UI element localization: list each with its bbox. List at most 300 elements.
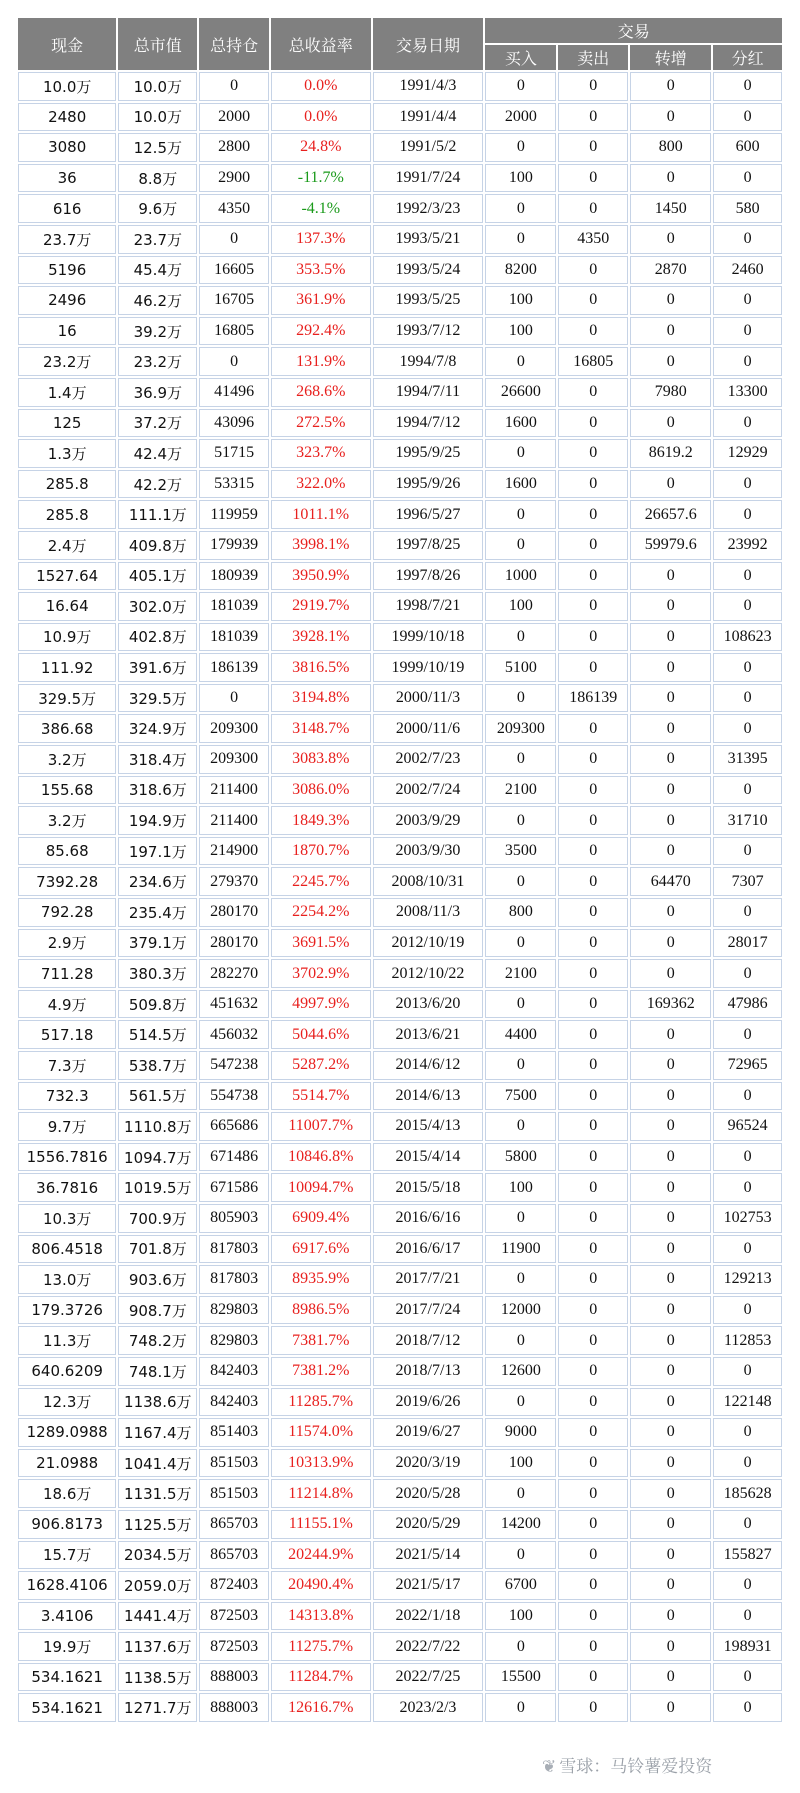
table-header (18, 18, 782, 70)
cell-holdings: 842403 (199, 1357, 269, 1386)
table-row (18, 378, 782, 407)
cell-return-rate: 11275.7% (271, 1632, 371, 1661)
header-dividend: 分红 (713, 45, 782, 70)
table-row (18, 592, 782, 621)
cell-cash: 5196 (18, 256, 116, 285)
cell-dividend: 13300 (713, 378, 782, 407)
cell-buy: 0 (485, 225, 556, 254)
cell-market-value: 748.1万 (118, 1357, 197, 1386)
table-row (18, 562, 782, 591)
cell-cash: 285.8 (18, 500, 116, 529)
cell-cash: 806.4518 (18, 1235, 116, 1264)
cell-sell: 16805 (558, 347, 628, 376)
header-holdings: 总持仓 (199, 18, 269, 70)
cell-dividend: 600 (713, 133, 782, 162)
cell-trade-date: 1992/3/23 (373, 194, 484, 223)
cell-holdings: 547238 (199, 1051, 269, 1080)
cell-buy: 12000 (485, 1296, 556, 1325)
cell-sell: 0 (558, 1051, 628, 1080)
cell-cash: 732.3 (18, 1082, 116, 1111)
cell-buy: 11900 (485, 1235, 556, 1264)
cell-trade-date: 2020/3/19 (373, 1449, 484, 1478)
cell-bonus-shares: 800 (630, 133, 711, 162)
cell-cash: 1556.7816 (18, 1143, 116, 1172)
cell-sell: 0 (558, 1541, 628, 1570)
cell-trade-date: 2017/7/21 (373, 1265, 484, 1294)
cell-trade-date: 1994/7/12 (373, 409, 484, 438)
cell-market-value: 318.4万 (118, 745, 197, 774)
cell-buy: 0 (485, 684, 556, 713)
cell-trade-date: 2021/5/17 (373, 1571, 484, 1600)
cell-return-rate: 6909.4% (271, 1204, 371, 1233)
cell-sell: 0 (558, 623, 628, 652)
cell-cash: 792.28 (18, 898, 116, 927)
cell-dividend: 0 (713, 1143, 782, 1172)
cell-bonus-shares: 0 (630, 562, 711, 591)
cell-market-value: 903.6万 (118, 1265, 197, 1294)
cell-dividend: 0 (713, 164, 782, 193)
cell-cash: 15.7万 (18, 1541, 116, 1570)
cell-buy: 0 (485, 1388, 556, 1417)
cell-dividend: 198931 (713, 1632, 782, 1661)
cell-return-rate: 11284.7% (271, 1663, 371, 1692)
cell-bonus-shares: 0 (630, 1388, 711, 1417)
cell-buy: 5100 (485, 653, 556, 682)
cell-return-rate: 353.5% (271, 256, 371, 285)
cell-holdings: 851503 (199, 1479, 269, 1508)
table-row (18, 1173, 782, 1202)
table-row (18, 409, 782, 438)
cell-sell: 0 (558, 1602, 628, 1631)
cell-bonus-shares: 0 (630, 837, 711, 866)
cell-return-rate: 20490.4% (271, 1571, 371, 1600)
cell-sell: 0 (558, 439, 628, 468)
cell-return-rate: 268.6% (271, 378, 371, 407)
cell-holdings: 51715 (199, 439, 269, 468)
cell-dividend: 28017 (713, 929, 782, 958)
cell-holdings: 451632 (199, 990, 269, 1019)
cell-buy: 26600 (485, 378, 556, 407)
cell-holdings: 671586 (199, 1173, 269, 1202)
cell-dividend: 31710 (713, 806, 782, 835)
header-buy: 买入 (485, 45, 556, 70)
cell-trade-date: 1994/7/11 (373, 378, 484, 407)
cell-buy: 0 (485, 806, 556, 835)
cell-market-value: 194.9万 (118, 806, 197, 835)
table-row (18, 1235, 782, 1264)
cell-holdings: 888003 (199, 1663, 269, 1692)
table-row (18, 776, 782, 805)
cell-market-value: 538.7万 (118, 1051, 197, 1080)
cell-dividend: 0 (713, 959, 782, 988)
table-row (18, 1388, 782, 1417)
cell-trade-date: 2018/7/13 (373, 1357, 484, 1386)
table-row (18, 347, 782, 376)
cell-buy: 6700 (485, 1571, 556, 1600)
cell-holdings: 16705 (199, 286, 269, 315)
table-row (18, 1632, 782, 1661)
cell-return-rate: 3086.0% (271, 776, 371, 805)
cell-buy: 0 (485, 347, 556, 376)
cell-trade-date: 1993/7/12 (373, 317, 484, 346)
cell-cash: 10.0万 (18, 72, 116, 101)
header-trade-date: 交易日期 (373, 18, 484, 70)
cell-dividend: 580 (713, 194, 782, 223)
cell-holdings: 180939 (199, 562, 269, 591)
cell-buy: 0 (485, 990, 556, 1019)
cell-bonus-shares: 0 (630, 1693, 711, 1722)
cell-holdings: 851403 (199, 1418, 269, 1447)
cell-return-rate: 361.9% (271, 286, 371, 315)
cell-bonus-shares: 0 (630, 1235, 711, 1264)
cell-bonus-shares: 1450 (630, 194, 711, 223)
cell-holdings: 282270 (199, 959, 269, 988)
table-row (18, 1571, 782, 1600)
cell-market-value: 42.2万 (118, 470, 197, 499)
cell-trade-date: 2020/5/29 (373, 1510, 484, 1539)
cell-trade-date: 2003/9/29 (373, 806, 484, 835)
cell-holdings: 851503 (199, 1449, 269, 1478)
cell-cash: 155.68 (18, 776, 116, 805)
cell-return-rate: 8986.5% (271, 1296, 371, 1325)
cell-buy: 2100 (485, 776, 556, 805)
header-cash: 现金 (18, 18, 116, 70)
cell-buy: 100 (485, 592, 556, 621)
cell-holdings: 865703 (199, 1541, 269, 1570)
cell-market-value: 46.2万 (118, 286, 197, 315)
cell-sell: 0 (558, 1020, 628, 1049)
cell-dividend: 122148 (713, 1388, 782, 1417)
cell-sell: 0 (558, 1326, 628, 1355)
cell-market-value: 235.4万 (118, 898, 197, 927)
trade-history-table-container (16, 16, 784, 1724)
cell-buy: 4400 (485, 1020, 556, 1049)
cell-market-value: 23.7万 (118, 225, 197, 254)
watermark-text: 雪球：马铃薯爱投资 (559, 1757, 713, 1777)
cell-dividend: 0 (713, 72, 782, 101)
cell-sell: 0 (558, 1693, 628, 1722)
cell-bonus-shares: 0 (630, 72, 711, 101)
cell-bonus-shares: 0 (630, 1082, 711, 1111)
cell-dividend: 23992 (713, 531, 782, 560)
cell-cash: 534.1621 (18, 1693, 116, 1722)
cell-market-value: 329.5万 (118, 684, 197, 713)
cell-trade-date: 1991/7/24 (373, 164, 484, 193)
table-row (18, 959, 782, 988)
cell-market-value: 409.8万 (118, 531, 197, 560)
cell-trade-date: 2014/6/12 (373, 1051, 484, 1080)
cell-trade-date: 2008/10/31 (373, 867, 484, 896)
cell-sell: 0 (558, 470, 628, 499)
cell-market-value: 1125.5万 (118, 1510, 197, 1539)
cell-dividend: 0 (713, 898, 782, 927)
cell-sell: 0 (558, 409, 628, 438)
table-row (18, 225, 782, 254)
cell-bonus-shares: 26657.6 (630, 500, 711, 529)
cell-dividend: 0 (713, 1663, 782, 1692)
table-row (18, 500, 782, 529)
cell-return-rate: 3083.8% (271, 745, 371, 774)
cell-cash: 2480 (18, 103, 116, 132)
cell-dividend: 0 (713, 1510, 782, 1539)
cell-market-value: 1131.5万 (118, 1479, 197, 1508)
cell-trade-date: 2023/2/3 (373, 1693, 484, 1722)
cell-buy: 12600 (485, 1357, 556, 1386)
cell-return-rate: 3148.7% (271, 714, 371, 743)
table-row (18, 1663, 782, 1692)
cell-holdings: 865703 (199, 1510, 269, 1539)
cell-market-value: 1019.5万 (118, 1173, 197, 1202)
cell-trade-date: 2016/6/16 (373, 1204, 484, 1233)
cell-buy: 209300 (485, 714, 556, 743)
table-row (18, 439, 782, 468)
cell-cash: 2.4万 (18, 531, 116, 560)
cell-dividend: 0 (713, 714, 782, 743)
cell-dividend: 112853 (713, 1326, 782, 1355)
cell-market-value: 700.9万 (118, 1204, 197, 1233)
cell-sell: 0 (558, 1235, 628, 1264)
cell-bonus-shares: 0 (630, 286, 711, 315)
cell-bonus-shares: 0 (630, 1449, 711, 1478)
cell-buy: 0 (485, 1265, 556, 1294)
cell-holdings: 872403 (199, 1571, 269, 1600)
cell-return-rate: 7381.2% (271, 1357, 371, 1386)
cell-bonus-shares: 0 (630, 623, 711, 652)
trade-history-table (16, 16, 784, 1724)
cell-sell: 0 (558, 1632, 628, 1661)
cell-buy: 3500 (485, 837, 556, 866)
cell-trade-date: 1995/9/26 (373, 470, 484, 499)
cell-dividend: 0 (713, 317, 782, 346)
cell-holdings: 16605 (199, 256, 269, 285)
cell-market-value: 2034.5万 (118, 1541, 197, 1570)
cell-holdings: 211400 (199, 776, 269, 805)
cell-dividend: 108623 (713, 623, 782, 652)
cell-buy: 7500 (485, 1082, 556, 1111)
cell-dividend: 47986 (713, 990, 782, 1019)
cell-market-value: 1094.7万 (118, 1143, 197, 1172)
cell-trade-date: 2012/10/22 (373, 959, 484, 988)
table-row (18, 714, 782, 743)
cell-return-rate: 2254.2% (271, 898, 371, 927)
cell-cash: 9.7万 (18, 1112, 116, 1141)
cell-dividend: 0 (713, 347, 782, 376)
cell-market-value: 42.4万 (118, 439, 197, 468)
table-row (18, 164, 782, 193)
cell-trade-date: 2021/5/14 (373, 1541, 484, 1570)
cell-buy: 0 (485, 1326, 556, 1355)
cell-return-rate: 10846.8% (271, 1143, 371, 1172)
cell-bonus-shares: 0 (630, 1296, 711, 1325)
table-row (18, 1510, 782, 1539)
cell-buy: 100 (485, 1173, 556, 1202)
cell-dividend: 72965 (713, 1051, 782, 1080)
cell-buy: 1600 (485, 470, 556, 499)
cell-cash: 2.9万 (18, 929, 116, 958)
table-row (18, 929, 782, 958)
cell-sell: 0 (558, 72, 628, 101)
cell-buy: 1000 (485, 562, 556, 591)
cell-cash: 21.0988 (18, 1449, 116, 1478)
cell-return-rate: 8935.9% (271, 1265, 371, 1294)
cell-dividend: 0 (713, 500, 782, 529)
cell-bonus-shares: 0 (630, 317, 711, 346)
cell-sell: 0 (558, 592, 628, 621)
cell-trade-date: 1999/10/19 (373, 653, 484, 682)
cell-return-rate: 137.3% (271, 225, 371, 254)
cell-bonus-shares: 0 (630, 1571, 711, 1600)
cell-buy: 100 (485, 1602, 556, 1631)
cell-bonus-shares: 2870 (630, 256, 711, 285)
cell-cash: 23.7万 (18, 225, 116, 254)
table-row (18, 1296, 782, 1325)
cell-market-value: 1110.8万 (118, 1112, 197, 1141)
cell-trade-date: 2018/7/12 (373, 1326, 484, 1355)
cell-market-value: 402.8万 (118, 623, 197, 652)
cell-market-value: 514.5万 (118, 1020, 197, 1049)
cell-sell: 4350 (558, 225, 628, 254)
cell-cash: 329.5万 (18, 684, 116, 713)
cell-bonus-shares: 0 (630, 898, 711, 927)
cell-buy: 15500 (485, 1663, 556, 1692)
cell-cash: 1289.0988 (18, 1418, 116, 1447)
cell-market-value: 36.9万 (118, 378, 197, 407)
cell-dividend: 0 (713, 1235, 782, 1264)
cell-market-value: 1441.4万 (118, 1602, 197, 1631)
cell-bonus-shares: 0 (630, 1326, 711, 1355)
cell-bonus-shares: 0 (630, 1479, 711, 1508)
table-row (18, 1020, 782, 1049)
cell-sell: 0 (558, 745, 628, 774)
table-row (18, 1143, 782, 1172)
cell-sell: 0 (558, 776, 628, 805)
table-row (18, 898, 782, 927)
cell-holdings: 817803 (199, 1235, 269, 1264)
cell-cash: 616 (18, 194, 116, 223)
table-row (18, 1204, 782, 1233)
cell-trade-date: 1999/10/18 (373, 623, 484, 652)
cell-bonus-shares: 0 (630, 1265, 711, 1294)
cell-buy: 0 (485, 133, 556, 162)
cell-holdings: 2900 (199, 164, 269, 193)
cell-sell: 0 (558, 1449, 628, 1478)
cell-market-value: 391.6万 (118, 653, 197, 682)
cell-sell: 0 (558, 562, 628, 591)
cell-bonus-shares: 0 (630, 1173, 711, 1202)
cell-market-value: 23.2万 (118, 347, 197, 376)
cell-dividend: 0 (713, 103, 782, 132)
table-row (18, 745, 782, 774)
cell-return-rate: -4.1% (271, 194, 371, 223)
cell-return-rate: 3998.1% (271, 531, 371, 560)
table-row (18, 286, 782, 315)
cell-trade-date: 1991/4/4 (373, 103, 484, 132)
cell-cash: 12.3万 (18, 1388, 116, 1417)
cell-dividend: 0 (713, 286, 782, 315)
cell-trade-date: 2013/6/21 (373, 1020, 484, 1049)
cell-dividend: 7307 (713, 867, 782, 896)
cell-holdings: 179939 (199, 531, 269, 560)
cell-holdings: 456032 (199, 1020, 269, 1049)
cell-bonus-shares: 0 (630, 653, 711, 682)
cell-holdings: 0 (199, 684, 269, 713)
table-row (18, 1326, 782, 1355)
table-row (18, 470, 782, 499)
cell-bonus-shares: 59979.6 (630, 531, 711, 560)
cell-sell: 0 (558, 1388, 628, 1417)
cell-sell: 0 (558, 1143, 628, 1172)
table-row (18, 317, 782, 346)
header-bonus-shares: 转增 (630, 45, 711, 70)
cell-bonus-shares: 0 (630, 1632, 711, 1661)
cell-trade-date: 2014/6/13 (373, 1082, 484, 1111)
cell-cash: 1628.4106 (18, 1571, 116, 1600)
cell-sell: 0 (558, 1479, 628, 1508)
cell-cash: 13.0万 (18, 1265, 116, 1294)
cell-cash: 125 (18, 409, 116, 438)
cell-bonus-shares: 0 (630, 1510, 711, 1539)
cell-sell: 0 (558, 898, 628, 927)
cell-bonus-shares: 0 (630, 929, 711, 958)
cell-holdings: 2800 (199, 133, 269, 162)
cell-buy: 0 (485, 867, 556, 896)
cell-market-value: 234.6万 (118, 867, 197, 896)
cell-trade-date: 2016/6/17 (373, 1235, 484, 1264)
cell-buy: 0 (485, 623, 556, 652)
cell-bonus-shares: 8619.2 (630, 439, 711, 468)
cell-holdings: 872503 (199, 1602, 269, 1631)
cell-trade-date: 2022/7/25 (373, 1663, 484, 1692)
table-row (18, 837, 782, 866)
table-row (18, 1541, 782, 1570)
cell-holdings: 829803 (199, 1296, 269, 1325)
cell-sell: 0 (558, 1296, 628, 1325)
cell-bonus-shares: 0 (630, 1541, 711, 1570)
cell-buy: 0 (485, 745, 556, 774)
cell-sell: 0 (558, 959, 628, 988)
cell-bonus-shares: 0 (630, 959, 711, 988)
cell-holdings: 4350 (199, 194, 269, 223)
cell-market-value: 1167.4万 (118, 1418, 197, 1447)
cell-market-value: 561.5万 (118, 1082, 197, 1111)
cell-market-value: 318.6万 (118, 776, 197, 805)
cell-cash: 3.2万 (18, 806, 116, 835)
cell-dividend: 0 (713, 225, 782, 254)
cell-return-rate: 11574.0% (271, 1418, 371, 1447)
cell-dividend: 0 (713, 1449, 782, 1478)
cell-return-rate: 3816.5% (271, 653, 371, 682)
cell-holdings: 2000 (199, 103, 269, 132)
table-row (18, 806, 782, 835)
cell-holdings: 817803 (199, 1265, 269, 1294)
cell-dividend: 155827 (713, 1541, 782, 1570)
cell-return-rate: 0.0% (271, 72, 371, 101)
cell-cash: 3.2万 (18, 745, 116, 774)
cell-buy: 2100 (485, 959, 556, 988)
cell-market-value: 8.8万 (118, 164, 197, 193)
cell-cash: 111.92 (18, 653, 116, 682)
cell-holdings: 842403 (199, 1388, 269, 1417)
cell-dividend: 0 (713, 1418, 782, 1447)
cell-market-value: 37.2万 (118, 409, 197, 438)
header-market-value: 总市值 (118, 18, 197, 70)
table-row (18, 133, 782, 162)
cell-holdings: 211400 (199, 806, 269, 835)
cell-return-rate: 7381.7% (271, 1326, 371, 1355)
cell-buy: 0 (485, 1632, 556, 1661)
cell-market-value: 2059.0万 (118, 1571, 197, 1600)
table-row (18, 1265, 782, 1294)
